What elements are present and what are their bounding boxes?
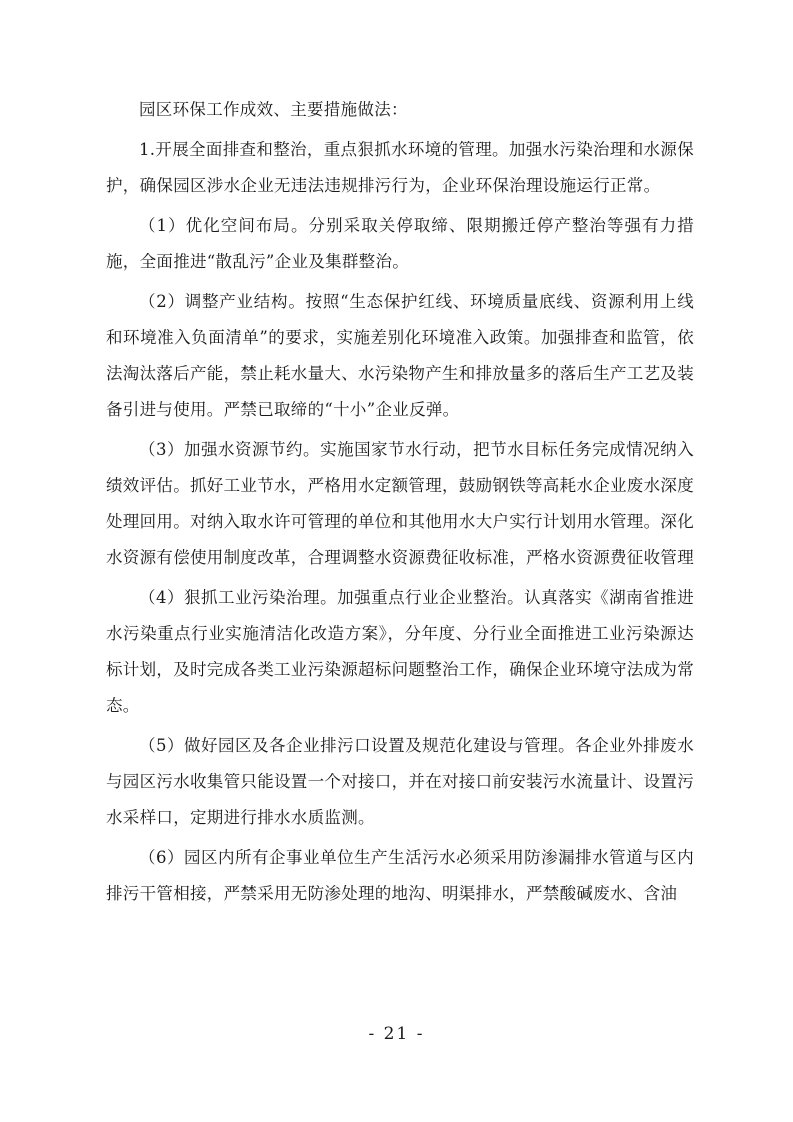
- page-number: - 21 -: [368, 1024, 425, 1044]
- document-body: [106, 92, 694, 912]
- paragraph-subitem-6: （6）园区内所有企事业单位生产生活污水必须采用防渗漏排水管道与区内排污干管相接，严禁采用无防渗处理的地沟、明渠排水，严禁酸碱废水、含油: [106, 848, 694, 903]
- paragraph-subitem-3: （3）加强水资源节约。实施国家节水行动，把节水目标任务完成情况纳入绩效评估。抓好工业节水，严格用水定额管理，鼓励钢铁等高耗水企业废水深度处理回用。对纳入取水许可管理的单位和其他用水大户实行计划用水管理。深化水资源有偿使用制度改革，合理调整水资源费征收标准，严格水资源费征收管理: [106, 440, 694, 567]
- paragraph-subitem-1: （1）优化空间布局。分别采取关停取缔、限期搬迁停产整治等强有力措施，全面推进“散乱污”企业及集群整治。: [106, 216, 694, 271]
- paragraph-subitem-2: （2）调整产业结构。按照“生态保护红线、环境质量底线、资源利用上线和环境准入负面清单”的要求，实施差别化环境准入政策。加强排查和监管，依法淘汰落后产能，禁止耗水量大、水污染物产生和排放量多的落后生产工艺及装备引进与使用。严禁已取缔的“十小”企业反弹。: [106, 292, 694, 419]
- paragraph-subitem-4: （4）狠抓工业污染治理。加强重点行业企业整治。认真落实《湖南省推进水污染重点行业实施清洁化改造方案》，分年度、分行业全面推进工业污染源达标计划，及时完成各类工业污染源超标问题整治工作，确保企业环境守法成为常态。: [106, 588, 694, 715]
- paragraph-item-1: 1.开展全面排查和整治，重点狠抓水环境的管理。加强水污染治理和水源保护，确保园区涉水企业无违法违规排污行为，企业环保治理设施运行正常。: [106, 140, 694, 195]
- section-heading: 园区环保工作成效、主要措施做法：: [139, 100, 408, 119]
- paragraph-subitem-5: （5）做好园区及各企业排污口设置及规范化建设与管理。各企业外排废水与园区污水收集管只能设置一个对接口，并在对接口前安装污水流量计、设置污水采样口，定期进行排水水质监测。: [106, 736, 694, 827]
